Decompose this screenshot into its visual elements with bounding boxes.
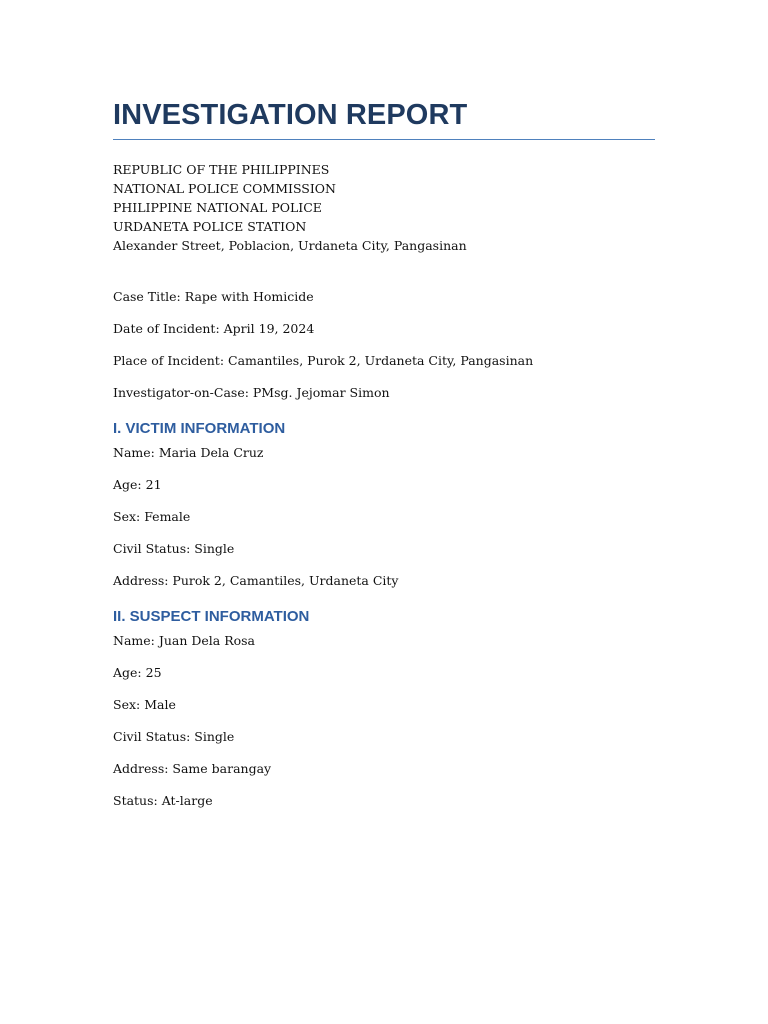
agency-address: Alexander Street, Poblacion, Urdaneta City, Pangasinan [113, 238, 467, 253]
incident-date: Date of Incident: April 19, 2024 [113, 321, 315, 336]
suspect-section [113, 607, 655, 810]
section-heading: II. SUSPECT INFORMATION [113, 608, 310, 625]
agency-header-line: NATIONAL POLICE COMMISSION [113, 181, 336, 196]
suspect-age: Age: 25 [113, 665, 162, 680]
suspect-sex: Sex: Male [113, 697, 176, 712]
agency-header-line: REPUBLIC OF THE PHILIPPINES [113, 162, 330, 177]
suspect-status: Status: At-large [113, 793, 213, 808]
incident-place: Place of Incident: Camantiles, Purok 2, Urdaneta City, Pangasinan [113, 353, 534, 368]
agency-header-line: URDANETA POLICE STATION [113, 219, 307, 234]
victim-sex: Sex: Female [113, 509, 191, 524]
agency-header-line: PHILIPPINE NATIONAL POLICE [113, 200, 322, 215]
case-title: Case Title: Rape with Homicide [113, 289, 314, 304]
victim-name: Name: Maria Dela Cruz [113, 445, 264, 460]
victim-section [113, 419, 655, 590]
agency-header [113, 160, 655, 255]
document-content [113, 96, 655, 823]
document-title: INVESTIGATION REPORT [113, 96, 655, 140]
case-info [113, 287, 655, 402]
victim-age: Age: 21 [113, 477, 162, 492]
suspect-civil-status: Civil Status: Single [113, 729, 235, 744]
investigator: Investigator-on-Case: PMsg. Jejomar Simon [113, 385, 390, 400]
suspect-address: Address: Same barangay [113, 761, 272, 776]
victim-civil-status: Civil Status: Single [113, 541, 235, 556]
suspect-name: Name: Juan Dela Rosa [113, 633, 256, 648]
victim-address: Address: Purok 2, Camantiles, Urdaneta City [113, 573, 399, 588]
section-heading: I. VICTIM INFORMATION [113, 420, 286, 437]
